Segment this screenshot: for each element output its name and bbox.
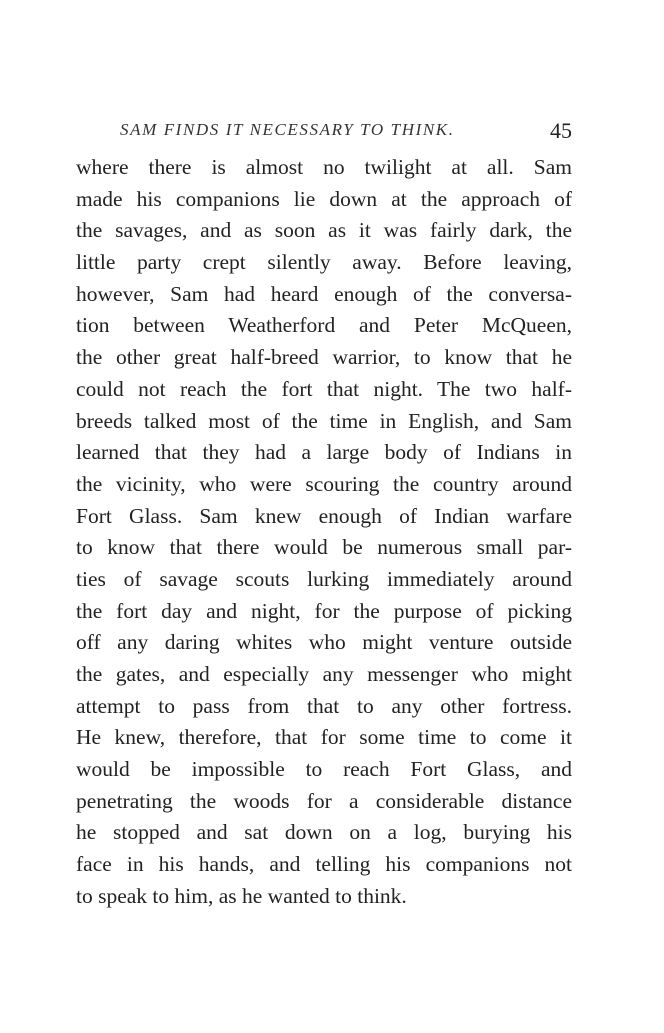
text-line: the other great half-breed warrior, to know that he bbox=[76, 345, 572, 370]
text-line: the gates, and especially any messenger who might bbox=[76, 662, 572, 686]
text-line: the vicinity, who were scouring the country around bbox=[76, 471, 572, 496]
text-line: He knew, therefore, that for some time to come it bbox=[76, 725, 572, 750]
text-line: tion between Weatherford and Peter McQueen, bbox=[76, 313, 572, 338]
text-line: he stopped and sat down on a log, burying his bbox=[76, 820, 572, 845]
text-line: to speak to him, as he wanted to think. bbox=[76, 883, 407, 908]
text-line: to know that there would be numerous small par- bbox=[76, 535, 572, 560]
text-line: off any daring whites who might venture outside bbox=[76, 630, 572, 655]
text-line: attempt to pass from that to any other fortress. bbox=[76, 693, 572, 718]
text-line: however, Sam had heard enough of the conversa- bbox=[76, 281, 572, 306]
text-line: would be impossible to reach Fort Glass, and bbox=[76, 757, 572, 782]
body-text bbox=[76, 152, 572, 913]
text-line: the savages, and as soon as it was fairly dark, the bbox=[76, 218, 572, 243]
text-line: little party crept silently away. Before leaving, bbox=[76, 250, 572, 275]
text-line: face in his hands, and telling his companions not bbox=[76, 852, 572, 877]
text-line: breeds talked most of the time in English, and Sam bbox=[76, 408, 572, 433]
text-line: Fort Glass. Sam knew enough of Indian warfare bbox=[76, 503, 572, 528]
page-number: 45 bbox=[550, 118, 572, 143]
text-line: where there is almost no twilight at all. Sam bbox=[76, 155, 572, 179]
running-head bbox=[76, 118, 572, 150]
text-line: learned that they had a large body of Indians in bbox=[76, 440, 572, 465]
text-line: could not reach the fort that night. The two half- bbox=[76, 376, 572, 401]
text-line: penetrating the woods for a considerable distance bbox=[76, 788, 572, 813]
text-line: the fort day and night, for the purpose of picking bbox=[76, 598, 572, 623]
running-title: SAM FINDS IT NECESSARY TO THINK. bbox=[120, 120, 455, 139]
text-line: ties of savage scouts lurking immediately around bbox=[76, 566, 572, 591]
text-line: made his companions lie down at the approach of bbox=[76, 186, 572, 211]
